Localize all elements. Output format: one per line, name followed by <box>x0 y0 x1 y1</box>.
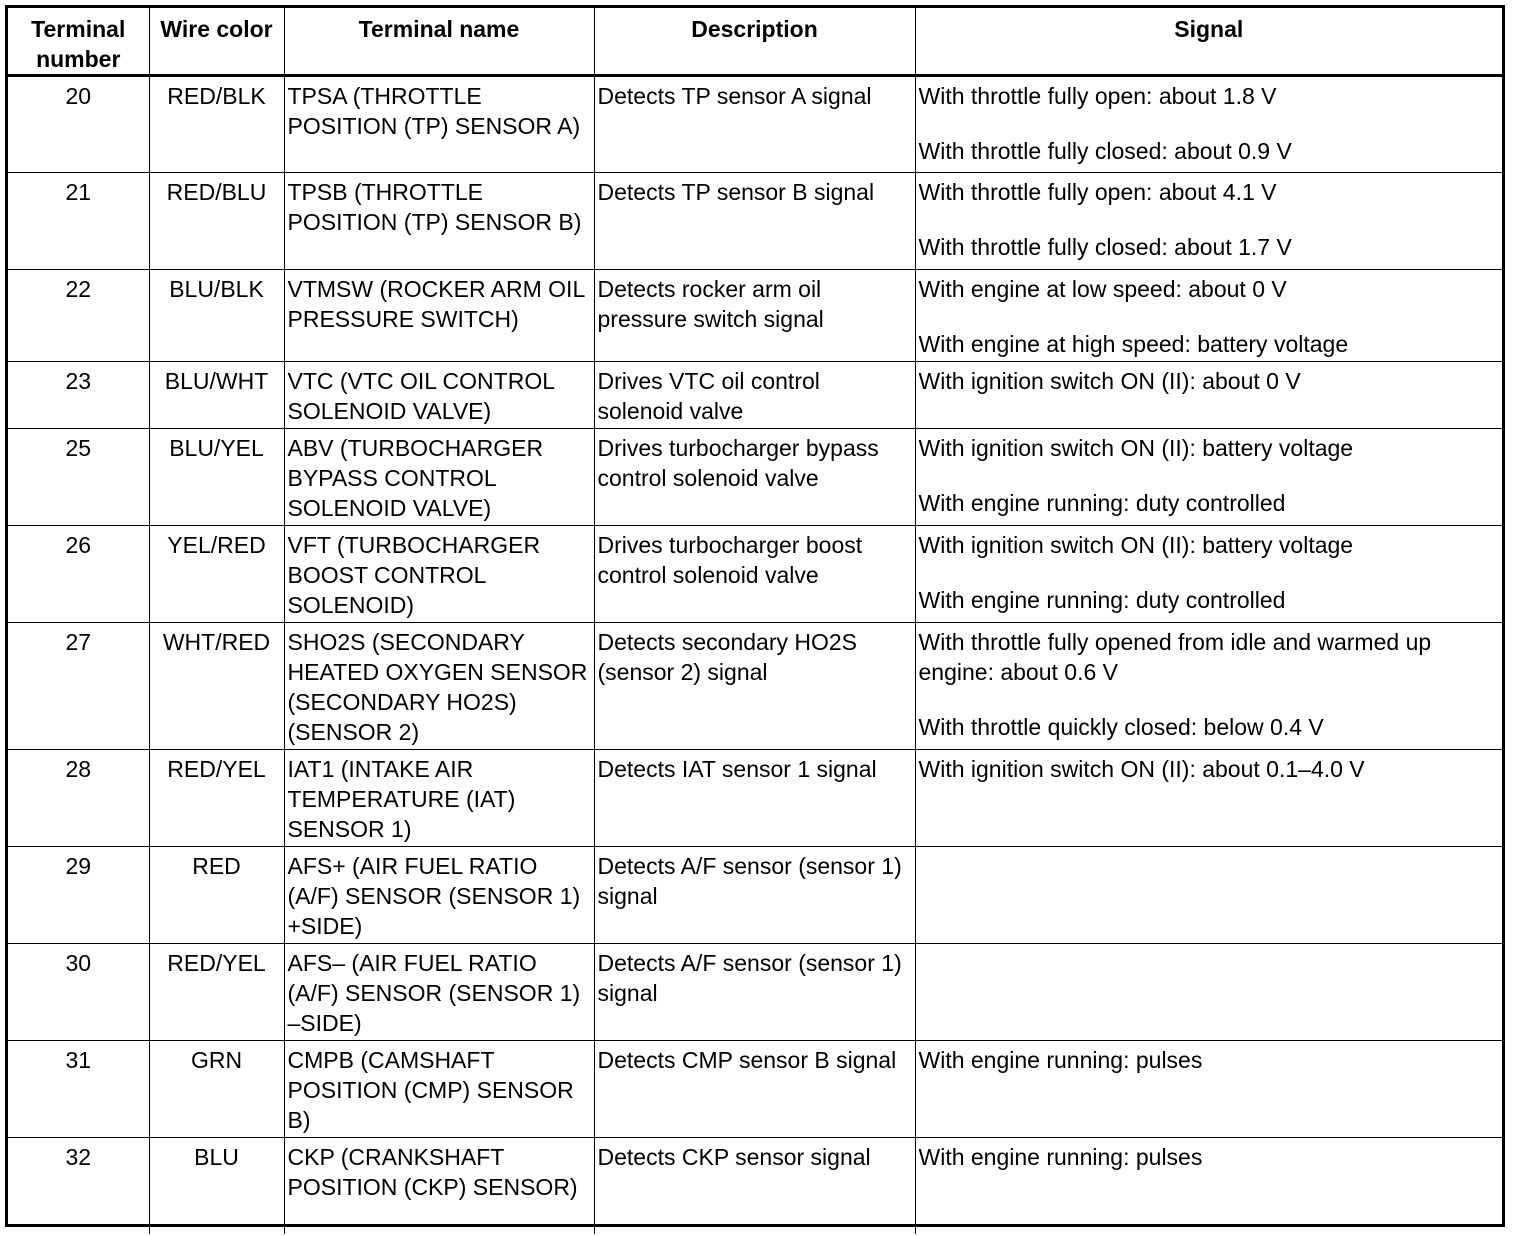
signal-line: With ignition switch ON (II): battery voltage <box>918 435 1354 461</box>
terminal-number-cell: 23 <box>8 362 149 429</box>
signal-line: With engine running: pulses <box>918 1047 1203 1073</box>
description-cell: Detects IAT sensor 1 signal <box>594 750 915 847</box>
table-row <box>8 1138 1502 1234</box>
terminal-number-cell: 21 <box>8 173 149 270</box>
table-row <box>8 270 1502 362</box>
wire-color-cell: GRN <box>149 1041 284 1138</box>
description-cell: Detects A/F sensor (sensor 1) signal <box>594 944 915 1041</box>
terminal-name-cell: VTC (VTC OIL CONTROL SOLENOID VALVE) <box>284 362 594 429</box>
terminal-number-cell: 31 <box>8 1041 149 1138</box>
wire-color-cell: RED/YEL <box>149 750 284 847</box>
signal-cell <box>915 362 1502 429</box>
terminal-table-container <box>5 5 1505 1227</box>
wire-color-cell: RED/BLU <box>149 173 284 270</box>
wire-color-cell: YEL/RED <box>149 526 284 623</box>
terminal-name-cell: TPSA (THROTTLE POSITION (TP) SENSOR A) <box>284 76 594 173</box>
description-cell: Drives turbocharger boost control solenoid valve <box>594 526 915 623</box>
header-wire-color: Wire color <box>149 8 284 76</box>
signal-line: With throttle fully closed: about 0.9 V <box>918 138 1292 164</box>
wire-color-cell: RED/BLK <box>149 76 284 173</box>
description-cell: Detects secondary HO2S (sensor 2) signal <box>594 623 915 750</box>
terminal-name-cell: VFT (TURBOCHARGER BOOST CONTROL SOLENOID) <box>284 526 594 623</box>
description-cell: Detects CKP sensor signal <box>594 1138 915 1234</box>
terminal-number-cell: 29 <box>8 847 149 944</box>
header-description: Description <box>594 8 915 76</box>
signal-cell <box>915 429 1502 526</box>
signal-cell <box>915 526 1502 623</box>
terminal-table <box>8 8 1502 1234</box>
terminal-number-cell: 25 <box>8 429 149 526</box>
signal-line: With throttle fully open: about 4.1 V <box>918 179 1277 205</box>
signal-line: With engine running: duty controlled <box>918 490 1286 516</box>
wire-color-cell: RED <box>149 847 284 944</box>
signal-cell <box>915 76 1502 173</box>
description-cell: Detects A/F sensor (sensor 1) signal <box>594 847 915 944</box>
signal-line: With engine at low speed: about 0 V <box>918 276 1287 302</box>
wire-color-cell: BLU/YEL <box>149 429 284 526</box>
terminal-name-cell: SHO2S (SECONDARY HEATED OXYGEN SENSOR (SECONDARY HO2S) (SENSOR 2) <box>284 623 594 750</box>
description-cell: Drives VTC oil control solenoid valve <box>594 362 915 429</box>
description-cell: Drives turbocharger bypass control solenoid valve <box>594 429 915 526</box>
header-terminal-line1: Terminal <box>31 16 126 42</box>
signal-line: With throttle fully opened from idle and warmed up engine: about 0.6 V <box>918 629 1432 685</box>
signal-cell <box>915 270 1502 362</box>
wire-color-cell: WHT/RED <box>149 623 284 750</box>
table-row <box>8 847 1502 944</box>
table-row <box>8 623 1502 750</box>
terminal-number-cell: 28 <box>8 750 149 847</box>
description-cell: Detects rocker arm oil pressure switch signal <box>594 270 915 362</box>
terminal-number-cell: 20 <box>8 76 149 173</box>
signal-line: With engine running: pulses <box>918 1144 1203 1170</box>
wire-color-cell: BLU/BLK <box>149 270 284 362</box>
terminal-name-cell: IAT1 (INTAKE AIR TEMPERATURE (IAT) SENSOR 1) <box>284 750 594 847</box>
table-row <box>8 429 1502 526</box>
terminal-name-cell: ABV (TURBOCHARGER BYPASS CONTROL SOLENOID VALVE) <box>284 429 594 526</box>
header-terminal-number <box>8 8 149 76</box>
terminal-name-cell: VTMSW (ROCKER ARM OIL PRESSURE SWITCH) <box>284 270 594 362</box>
description-cell: Detects TP sensor B signal <box>594 173 915 270</box>
table-row <box>8 526 1502 623</box>
signal-line: With engine running: duty controlled <box>918 587 1286 613</box>
terminal-name-cell: CMPB (CAMSHAFT POSITION (CMP) SENSOR B) <box>284 1041 594 1138</box>
description-cell: Detects CMP sensor B signal <box>594 1041 915 1138</box>
header-terminal-line2: number <box>36 46 121 72</box>
signal-line: With throttle fully closed: about 1.7 V <box>918 234 1292 260</box>
signal-line: With throttle quickly closed: below 0.4 V <box>918 714 1324 740</box>
table-row <box>8 1041 1502 1138</box>
table-row <box>8 173 1502 270</box>
wire-color-cell: BLU <box>149 1138 284 1234</box>
terminal-name-cell: AFS+ (AIR FUEL RATIO (A/F) SENSOR (SENSOR 1) +SIDE) <box>284 847 594 944</box>
terminal-name-cell: TPSB (THROTTLE POSITION (TP) SENSOR B) <box>284 173 594 270</box>
wire-color-cell: RED/YEL <box>149 944 284 1041</box>
terminal-number-cell: 22 <box>8 270 149 362</box>
signal-cell <box>915 750 1502 847</box>
header-signal: Signal <box>915 8 1502 76</box>
signal-cell <box>915 173 1502 270</box>
signal-cell <box>915 944 1502 1041</box>
table-header-row <box>8 8 1502 76</box>
terminal-number-cell: 32 <box>8 1138 149 1234</box>
signal-line: With engine at high speed: battery voltage <box>918 331 1349 357</box>
header-terminal-name: Terminal name <box>284 8 594 76</box>
terminal-name-cell: AFS– (AIR FUEL RATIO (A/F) SENSOR (SENSOR 1) –SIDE) <box>284 944 594 1041</box>
description-cell: Detects TP sensor A signal <box>594 76 915 173</box>
signal-cell <box>915 623 1502 750</box>
table-row <box>8 76 1502 173</box>
table-row <box>8 362 1502 429</box>
signal-line: With ignition switch ON (II): about 0 V <box>918 368 1301 394</box>
terminal-number-cell: 26 <box>8 526 149 623</box>
terminal-number-cell: 30 <box>8 944 149 1041</box>
terminal-number-cell: 27 <box>8 623 149 750</box>
signal-line: With ignition switch ON (II): battery voltage <box>918 532 1354 558</box>
table-row <box>8 944 1502 1041</box>
table-row <box>8 750 1502 847</box>
wire-color-cell: BLU/WHT <box>149 362 284 429</box>
signal-cell <box>915 1138 1502 1234</box>
signal-cell <box>915 847 1502 944</box>
signal-line: With ignition switch ON (II): about 0.1–4.0 V <box>918 756 1365 782</box>
terminal-name-cell: CKP (CRANKSHAFT POSITION (CKP) SENSOR) <box>284 1138 594 1234</box>
signal-line: With throttle fully open: about 1.8 V <box>918 83 1277 109</box>
signal-cell <box>915 1041 1502 1138</box>
